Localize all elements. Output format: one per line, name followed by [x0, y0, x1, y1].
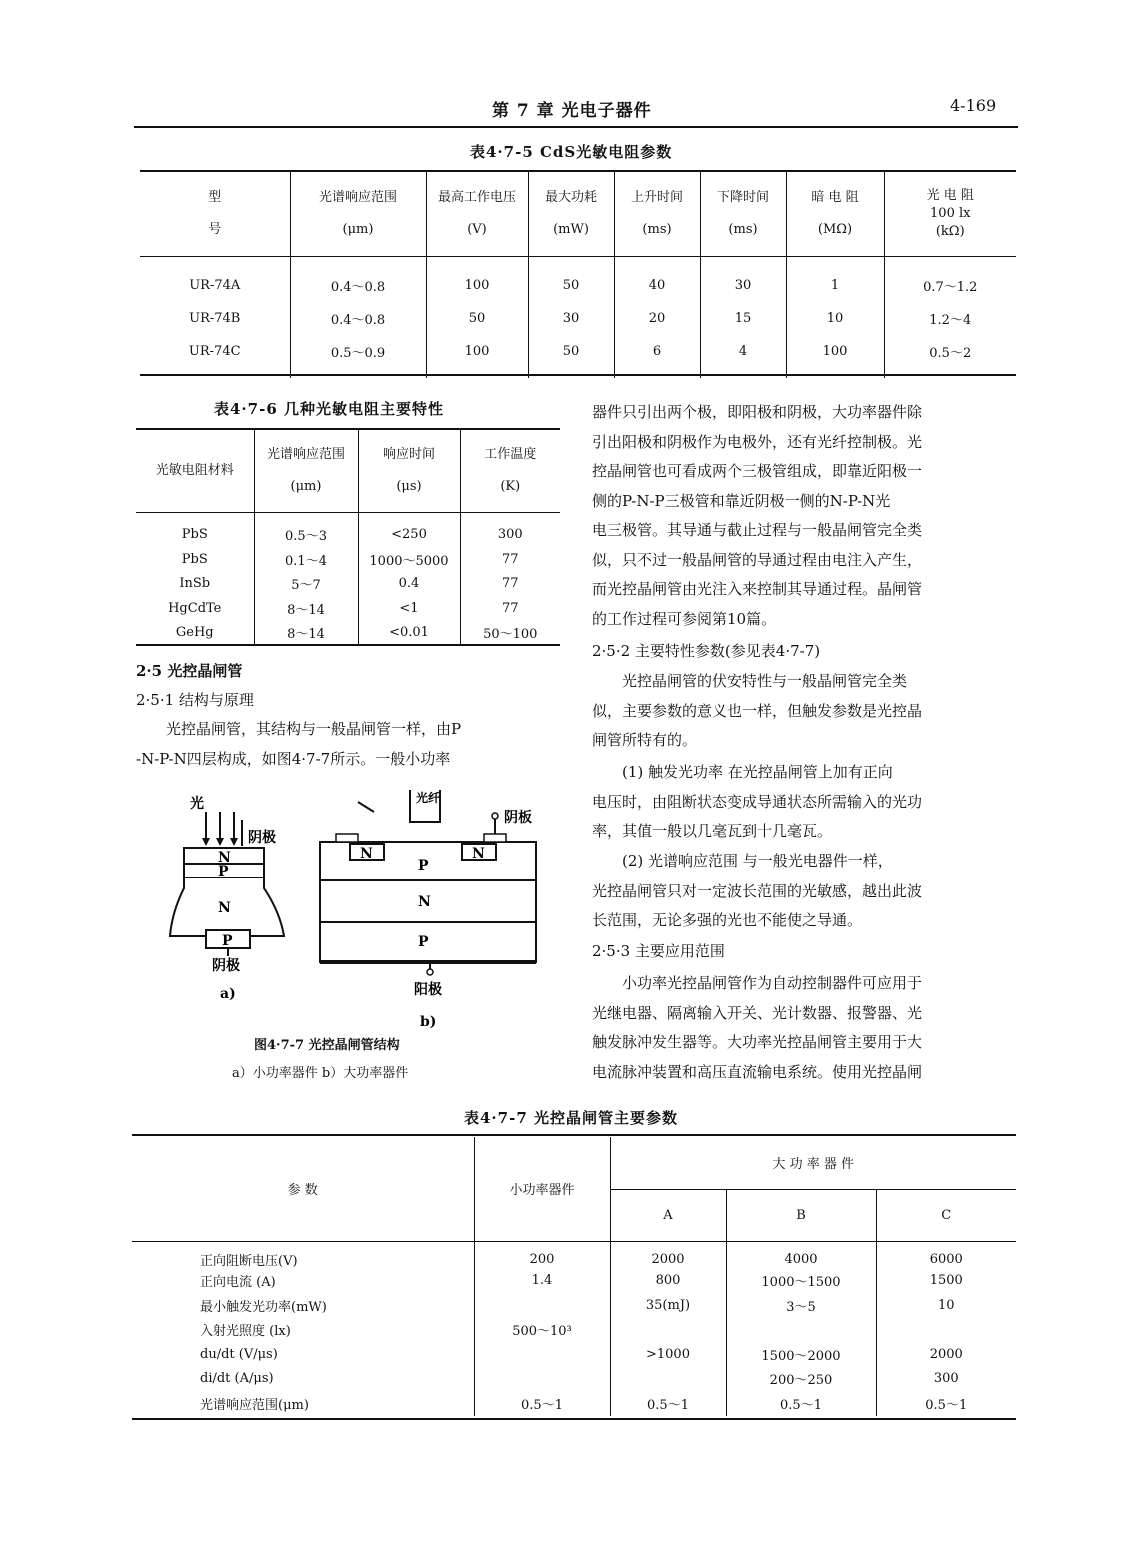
- table-cell: 77: [460, 596, 560, 621]
- table-cell: 1000～1500: [726, 1269, 876, 1294]
- table-cell: PbS: [181, 551, 208, 567]
- t2-header-line: 响应时间: [382, 446, 435, 462]
- t1-header-line: 最高工作电压: [437, 189, 516, 205]
- table-cell: [474, 1367, 610, 1392]
- table-cell: PbS: [181, 527, 208, 543]
- text-line: 率，其值一般以几毫瓦到十几毫瓦。: [592, 822, 833, 840]
- item-trigger-power: [592, 758, 1020, 847]
- t2-header-1: [254, 430, 358, 512]
- table-cell: 0.5～0.9: [290, 335, 426, 378]
- table-cell: 300: [933, 1371, 959, 1387]
- table-cell: 100: [426, 335, 528, 378]
- table2-caption: 表4·7-6 几种光敏电阻主要特性: [214, 400, 444, 418]
- fig-a-n-mid: N: [218, 900, 231, 916]
- table1-caption: 表4·7-5 CdS光敏电阻参数: [470, 143, 673, 161]
- item-spectral-range: [592, 847, 1020, 936]
- fig-a-anode-label: 阴极: [212, 958, 240, 974]
- text-line: 触发脉冲发生器等。大功率光控晶闸管主要用于大: [592, 1033, 923, 1051]
- right-paragraph-1: [592, 398, 1020, 634]
- table-cell: 0.5～2: [884, 335, 1016, 378]
- t2-header-line: 工作温度: [484, 446, 537, 462]
- table-cell: 0.4～0.8: [290, 302, 426, 335]
- table3-caption: 表4·7-7 光控晶闸管主要参数: [464, 1109, 678, 1127]
- table-row: [136, 621, 560, 646]
- fig-b-fiber-label: 光纤: [416, 791, 441, 805]
- text-line: 引出阳极和阴极作为电极外，还有光纤控制极。光: [592, 432, 923, 451]
- t1-header-line: (MΩ): [817, 221, 853, 237]
- table-cell: 100: [426, 256, 528, 302]
- subsection-3: 2·5·3 主要应用范围: [592, 942, 725, 960]
- fig-b-n-left: N: [360, 846, 373, 862]
- table-cell: InSb: [179, 576, 211, 592]
- table-cell: 0.4: [358, 572, 460, 597]
- text-line: -N-P-N四层构成，如图4·7-7所示。一般小功率: [136, 749, 451, 768]
- table-cell: 30: [700, 256, 786, 302]
- t1-header-line: 号: [208, 221, 222, 237]
- t1-header-line: 暗 电 阻: [811, 189, 859, 205]
- text-line: 光控晶闸管的伏安特性与一般晶闸管完全类: [592, 672, 908, 690]
- t1-header-1: [290, 172, 426, 256]
- table-cell: 6: [614, 335, 700, 378]
- table-cell: 0.5～1: [726, 1391, 876, 1416]
- text-line: 侧的P-N-P三极管和靠近阴极一侧的N-P-N光: [592, 491, 891, 510]
- text-line: (1) 触发光功率 在光控晶闸管上加有正向: [592, 763, 893, 781]
- table-cell: 77: [460, 572, 560, 597]
- table-cell: 正向电流 (A): [132, 1269, 474, 1294]
- text-line: 控晶闸管也可看成两个三极管组成，即靠近阳极一: [592, 462, 923, 480]
- table-cell: 0.1～4: [254, 547, 358, 572]
- table-cell: 0.5～1: [610, 1391, 726, 1416]
- table-cell: 光谱响应范围(μm): [132, 1391, 474, 1416]
- table-cell: 300: [460, 512, 560, 547]
- table-cell: 10: [786, 302, 884, 335]
- t1-header-line: 光 电 阻: [926, 187, 974, 203]
- table-row: [140, 256, 1016, 302]
- fig-a-label: a): [220, 986, 236, 1002]
- table-row: [136, 512, 560, 547]
- text-line: 小功率光控晶闸管作为自动控制器件可应用于: [592, 974, 923, 992]
- table-cell: 50: [528, 335, 614, 378]
- figure-subcaption: a）小功率器件 b）大功率器件: [232, 1066, 409, 1081]
- table-cell: [610, 1318, 726, 1343]
- text-line: 光控晶闸管只对一定波长范围的光敏感，越出此波: [592, 881, 923, 900]
- table-cell: 1000～5000: [358, 547, 460, 572]
- table-cell: HgCdTe: [168, 600, 222, 616]
- text-line: 闸管所特有的。: [592, 731, 698, 749]
- table-cell: 3～5: [726, 1293, 876, 1318]
- t2-header-line: 光敏电阻材料: [155, 462, 234, 478]
- fig-b-n2: N: [418, 894, 431, 910]
- t2-header-line: (K): [500, 478, 521, 494]
- t2-header-line: 光谱响应范围: [266, 446, 345, 462]
- table-cell: 8～14: [254, 596, 358, 621]
- text-line: 电流脉冲装置和高压直流输电系统。使用光控晶闸: [592, 1062, 923, 1081]
- t1-header-2: [426, 172, 528, 256]
- fig-a-light-label: 光: [190, 796, 204, 812]
- fig-a-p-top: P: [218, 864, 229, 880]
- table3: [132, 1137, 1016, 1416]
- right-paragraph-3: [592, 969, 1020, 1087]
- t2-header-0: [136, 430, 254, 512]
- table-cell: 100: [786, 335, 884, 378]
- fig-b-label: b): [420, 1014, 437, 1030]
- figure-caption: 图4·7-7 光控晶闸管结构: [254, 1038, 400, 1053]
- table-cell: 1: [786, 256, 884, 302]
- fig-b-p1: P: [418, 858, 429, 874]
- table-row: [132, 1391, 1016, 1416]
- table-row: [136, 572, 560, 597]
- table-cell: 1.2～4: [884, 302, 1016, 335]
- table-cell: [610, 1367, 726, 1392]
- t1-header-line: 型: [208, 189, 222, 205]
- table-cell: <250: [358, 512, 460, 547]
- page-number: 4-169: [950, 96, 997, 115]
- text-line: 电压时，由阻断状态变成导通状态所需输入的光功: [592, 792, 923, 811]
- table-cell: 200: [474, 1241, 610, 1269]
- table-cell: 40: [614, 256, 700, 302]
- t2-header-line: (μm): [290, 478, 322, 494]
- table-cell: 30: [528, 302, 614, 335]
- table-cell: 0.4～0.8: [290, 256, 426, 302]
- text-line: 器件只引出两个极，即阳极和阴极，大功率器件除: [592, 403, 923, 421]
- text-line: 似，主要参数的意义也一样，但触发参数是光控晶: [592, 701, 923, 720]
- table-cell: 500～10³: [474, 1318, 610, 1343]
- t1-header-line: (mW): [553, 221, 589, 237]
- t1-header-4: [614, 172, 700, 256]
- table-cell: 6000: [929, 1251, 963, 1267]
- t1-header-line: (ms): [728, 221, 758, 237]
- t3-header-param: 参 数: [132, 1137, 474, 1241]
- table-row: [132, 1241, 1016, 1269]
- table-cell: [474, 1293, 610, 1318]
- table-row: [132, 1269, 1016, 1294]
- table-cell: 35(mJ): [610, 1293, 726, 1318]
- table2-bottom-rule: [136, 644, 560, 646]
- table1: [140, 172, 1016, 378]
- table-row: [140, 302, 1016, 335]
- table-cell: du/dt (V/μs): [132, 1342, 474, 1367]
- table-cell: 4000: [726, 1241, 876, 1269]
- table-cell: 50: [528, 256, 614, 302]
- t1-header-line: (μm): [342, 221, 374, 237]
- table2: [136, 430, 560, 645]
- thyristor-structure-figure: [150, 782, 550, 1042]
- table-row: [132, 1367, 1016, 1392]
- table-cell: 50～100: [460, 621, 560, 646]
- fig-b-n-right: N: [472, 846, 485, 862]
- text-line: (2) 光谱响应范围 与一般光电器件一样，: [592, 852, 893, 870]
- table-cell: [474, 1342, 610, 1367]
- fig-b-anode-label: 阳极: [414, 982, 442, 998]
- table-cell: 正向阻断电压(V): [132, 1241, 474, 1269]
- text-line: 电三极管。其导通与截止过程与一般晶闸管完全类: [592, 521, 923, 539]
- table-cell: 8～14: [254, 621, 358, 646]
- fig-b-p3: P: [418, 934, 429, 950]
- table3-bottom-rule: [132, 1418, 1016, 1420]
- t1-header-line: 光谱响应范围: [318, 189, 397, 205]
- text-line: 而光控晶闸管由光注入来控制其导通过程。晶闸管: [592, 580, 923, 598]
- t3-header-small: 小功率器件: [474, 1137, 610, 1241]
- table-row: [132, 1342, 1016, 1367]
- fig-a-p-bot: P: [222, 933, 233, 949]
- t1-header-5: [700, 172, 786, 256]
- section-heading: 2·5 光控晶闸管: [136, 662, 243, 680]
- text-line: 光控晶闸管，其结构与一般晶闸管一样，由P: [136, 720, 462, 738]
- t2-header-3: [460, 430, 560, 512]
- table-row: [136, 547, 560, 572]
- t3-subheader-c: C: [941, 1207, 952, 1223]
- table-row: [132, 1318, 1016, 1343]
- table-cell: 入射光照度 (lx): [132, 1318, 474, 1343]
- text-line: 长范围，无论多强的光也不能使之导通。: [592, 911, 863, 929]
- t3-subheader-a: A: [610, 1189, 726, 1241]
- t1-header-0: [140, 172, 290, 256]
- t2-header-line: (μs): [396, 478, 422, 494]
- header-rule: [134, 126, 1018, 128]
- table-cell: 0.5～3: [254, 512, 358, 547]
- fig-a-n-top: N: [218, 850, 231, 866]
- t1-header-line: 最大功耗: [544, 189, 597, 205]
- chapter-title: 第 7 章 光电子器件: [492, 101, 652, 121]
- fig-b-cathode-label: 阴板: [504, 810, 532, 826]
- table-row: [136, 596, 560, 621]
- table-cell: 1500: [929, 1273, 963, 1289]
- text-line: 的工作过程可参阅第10篇。: [592, 609, 777, 628]
- table-cell: 20: [614, 302, 700, 335]
- table-cell: UR-74A: [189, 277, 241, 293]
- t1-header-7: [884, 172, 1016, 256]
- table-cell: 4: [700, 335, 786, 378]
- t2-header-2: [358, 430, 460, 512]
- table-cell: UR-74C: [188, 343, 241, 359]
- table-cell: [876, 1318, 1016, 1343]
- table1-bottom-rule: [140, 374, 1016, 376]
- table-cell: >1000: [610, 1342, 726, 1367]
- fig-a-cathode-label: 阴极: [248, 830, 276, 846]
- table-cell: 800: [610, 1269, 726, 1294]
- table-cell: 1500～2000: [726, 1342, 876, 1367]
- table3-top-rule: [132, 1134, 1016, 1136]
- t1-header-line: 100 lx: [930, 205, 971, 221]
- t1-header-6: [786, 172, 884, 256]
- table-cell: 77: [460, 547, 560, 572]
- t1-header-line: (kΩ): [935, 223, 965, 239]
- t1-header-line: (ms): [642, 221, 672, 237]
- t3-header-large: 大 功 率 器 件: [610, 1137, 1016, 1189]
- table-cell: GeHg: [175, 625, 214, 641]
- t1-header-line: (V): [467, 221, 487, 237]
- table-cell: 5～7: [254, 572, 358, 597]
- table-cell: UR-74B: [189, 310, 241, 326]
- text-line: 似，只不过一般晶闸管的导通过程由电注入产生，: [592, 550, 923, 569]
- table-cell: 2000: [610, 1241, 726, 1269]
- subsection-1: 2·5·1 结构与原理: [136, 691, 254, 709]
- table-cell: 0.5～1: [925, 1397, 968, 1413]
- table-cell: 10: [937, 1297, 955, 1313]
- table-cell: di/dt (A/μs): [132, 1367, 474, 1392]
- subsection-2: 2·5·2 主要特性参数(参见表4·7-7): [592, 642, 821, 660]
- t1-header-3: [528, 172, 614, 256]
- t1-header-line: 下降时间: [716, 189, 769, 205]
- table-row: [132, 1293, 1016, 1318]
- table-cell: 2000: [929, 1346, 963, 1362]
- right-paragraph-2: [592, 667, 1020, 756]
- table-cell: 15: [700, 302, 786, 335]
- table-cell: 50: [426, 302, 528, 335]
- t3-subheader-b: B: [726, 1189, 876, 1241]
- table-cell: [726, 1318, 876, 1343]
- table-cell: <0.01: [358, 621, 460, 646]
- table-cell: 1.4: [474, 1269, 610, 1294]
- table-cell: 0.7～1.2: [884, 256, 1016, 302]
- t1-header-line: 上升时间: [630, 189, 683, 205]
- left-paragraph: [136, 715, 560, 774]
- table-cell: 0.5～1: [474, 1391, 610, 1416]
- table-row: [140, 335, 1016, 378]
- text-line: 光继电器、隔离输入开关、光计数器、报警器、光: [592, 1003, 923, 1022]
- table-cell: 最小触发光功率(mW): [132, 1293, 474, 1318]
- table-cell: <1: [358, 596, 460, 621]
- table-cell: 200～250: [726, 1367, 876, 1392]
